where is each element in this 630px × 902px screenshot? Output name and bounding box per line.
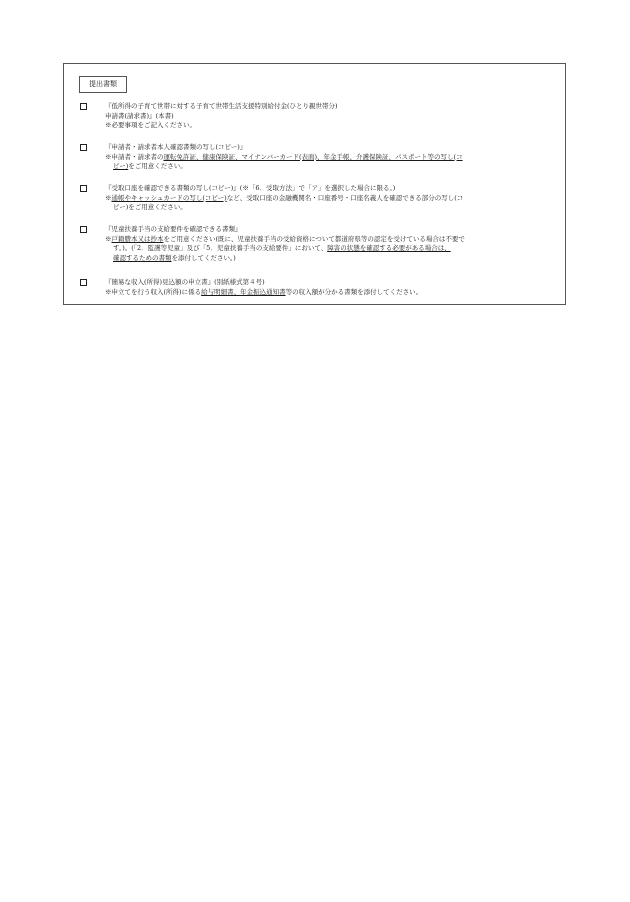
checkbox-bank-account[interactable] [80,185,87,192]
item-note: ※申請者・請求者の運転免許証、健康保険証、マイナンバーカード(表面)、年金手帳、介護保険証、パスポート等の写し(コ [105,152,463,161]
item-title: 『簡易な収入(所得)見込額の申立書』(別紙様式第４号) [105,278,265,286]
item-note-cont: 確認するための書類を添付してください。) [113,253,236,262]
checkbox-application-form[interactable] [80,103,87,110]
checkbox-income-statement[interactable] [80,279,87,286]
item-text [105,143,560,172]
item-title: 『受取口座を確認できる書類の写し(コピー)』(※「6．受取方法」で「ア」を選択した場合に限る。) [105,184,396,192]
item-note: ※必要事項をご記入ください。 [105,121,196,129]
item-title: 『低所得の子育て世帯に対する子育て世帯生活支援特別給付金(ひとり親世帯分) [105,102,338,110]
item-text [105,225,560,263]
item-title: 『申請者・請求者本人確認書類の写し(コピー)』 [105,143,247,151]
item-text [105,184,560,213]
item-title: 『児童扶養手当の支給要件を確認できる書類』 [105,225,242,233]
item-note: ※通帳やキャッシュカードの写し(コピー)など、受取口座の金融機関名・口座番号・口座名義人を確認できる部分の写し(コ [105,193,464,202]
item-text [105,278,560,297]
item-title-cont: 申請書(請求書)』(本書) [105,111,174,120]
item-note-cont: ピー)をご用意ください。 [113,203,187,211]
checkbox-id-documents[interactable] [80,144,87,151]
item-note-cont: ピー)をご用意ください。 [113,162,187,170]
item-text [105,102,560,131]
section-heading: 提出書類 [79,76,127,93]
checkbox-allowance-requirements[interactable] [80,226,87,233]
item-note: ※戸籍謄本又は抄本をご用意ください(既に、児童扶養手当の受給資格について都道府県等の認定を受けている場合は不要で [105,234,465,243]
item-note: ※申立てを行う収入(所得)に係る給与明細書、年金振込通知書等の収入額が分かる書類を添付してください。 [105,287,423,296]
item-note-cont: す。)。(「2．監護等児童」及び「5．児童扶養手当の支給要件」において、障害の状態を確認する必要がある場合は、 [113,244,451,252]
